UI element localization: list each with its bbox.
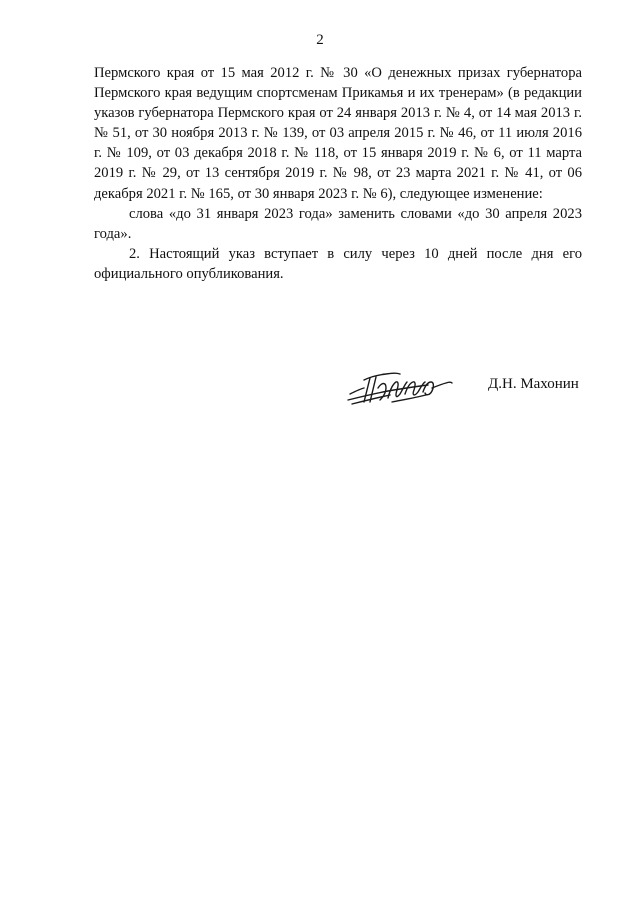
paragraph-amendment-change: слова «до 31 января 2023 года» заменить словами «до 30 апреля 2023 года». <box>94 205 582 242</box>
paragraph-entry-into-force: 2. Настоящий указ вступает в силу через 10 дней после дня его официального опубликования. <box>94 245 582 282</box>
handwritten-signature-icon <box>342 364 458 412</box>
page-number: 2 <box>316 32 324 48</box>
paragraph-amendment-reference: Пермского края от 15 мая 2012 г. № 30 «О денежных призах губернатора Пермского края ведущим спортсменам Прикамья и их тренерам» (в редакции указов губернатора Пермского края от 24 января 2013 г. № 4, от 14 мая 2013 г. № 51, от 30 ноября 2013 г. № 139, от 03 апреля 2015 г. № 46, от 11 июля 2016 г. № 109, от 03 декабря 2018 г. № 118, от 15 января 2019 г. № 6, от 11 марта 2019 г. № 29, от 13 сентября 2019 г. № 98, от 23 марта 2021 г. № 41, от 06 декабря 2021 г. № 165, от 30 января 2023 г. № 6), следующее изменение: <box>94 65 582 202</box>
document-body <box>94 63 582 284</box>
signature-block <box>0 364 640 414</box>
signer-name: Д.Н. Махонин <box>488 376 579 392</box>
